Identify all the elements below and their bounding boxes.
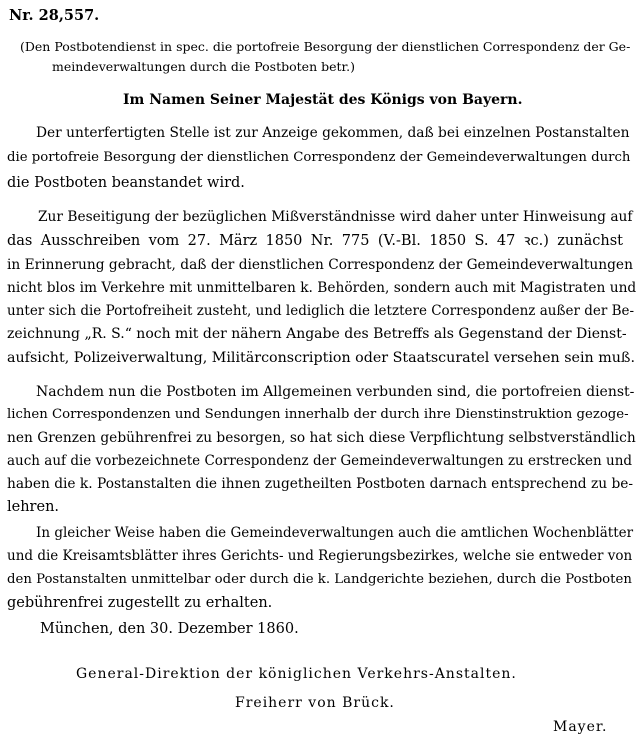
paragraph-3-line-6: lehren. [7, 499, 60, 515]
paragraph-3-line-1: Nachdem nun die Postboten im Allgemeinen verbunden sind, die portofreien dienst- [36, 384, 635, 400]
paragraph-3-line-4: auch auf die vorbezeichnete Correspondenz der Gemeindeverwaltungen zu erstrecken und [7, 453, 633, 469]
paragraph-2-line-1: Zur Beseitigung der bezüglichen Mißverständnisse wird daher unter Hinweisung auf [38, 209, 633, 225]
paragraph-2-line-4: nicht blos im Verkehre mit unmittelbaren k. Behörden, sondern auch mit Magistraten und [7, 280, 637, 296]
paragraph-4-line-1: In gleicher Weise haben die Gemeindeverwaltungen auch die amtlichen Wochenblätter [36, 525, 634, 541]
paragraph-2-line-3: in Erinnerung gebracht, daß der dienstlichen Correspondenz der Gemeindeverwaltungen [7, 257, 633, 273]
paragraph-2-line-6: zeichnung „R. S.“ noch mit der nähern Angabe des Betreffs als Gegenstand der Dienst- [7, 326, 627, 342]
paragraph-4-line-2: und die Kreisamtsblätter ihres Gerichts- und Regierungsbezirkes, welche sie entweder von [7, 548, 633, 564]
paragraph-2-line-5: unter sich die Portofreiheit zusteht, und lediglich die letztere Correspondenz außer der Be- [7, 303, 635, 319]
paragraph-3-line-3: nen Grenzen gebührenfrei zu besorgen, so hat sich diese Verpflichtung selbstverständlich [7, 430, 636, 446]
subject-line-1: (Den Postbotendienst in spec. die portofreie Besorgung der dienstlichen Correspondenz der Ge- [20, 39, 631, 54]
clerk-signature: Mayer. [553, 719, 608, 735]
signatory: Freiherr von Brück. [235, 695, 395, 711]
date-line: München, den 30. Dezember 1860. [40, 621, 299, 637]
paragraph-2-line-2: das Ausschreiben vom 27. März 1850 Nr. 775 (V.-Bl. 1850 S. 47 ꝛc.) zunächst [7, 233, 623, 249]
heading: Im Namen Seiner Majestät des Königs von Bayern. [123, 92, 523, 108]
paragraph-4-line-3: den Postanstalten unmittelbar oder durch die k. Landgerichte beziehen, durch die Postboten [7, 572, 632, 587]
subject-line-2: meindeverwaltungen durch die Postboten betr.) [52, 59, 355, 74]
paragraph-1-line-3: die Postboten beanstandet wird. [7, 175, 245, 191]
issuing-authority: General-Direktion der königlichen Verkehrs-Anstalten. [76, 666, 517, 682]
paragraph-1-line-2: die portofreie Besorgung der dienstlichen Correspondenz der Gemeindeverwaltungen durch [7, 150, 631, 165]
paragraph-3-line-2: lichen Correspondenzen und Sendungen innerhalb der durch ihre Dienstinstruktion gezoge- [7, 407, 629, 422]
paragraph-2-line-7: aufsicht, Polizeiverwaltung, Militärconscription oder Staatscuratel versehen sein muß. [7, 350, 635, 366]
paragraph-4-line-4: gebührenfrei zugestellt zu erhalten. [7, 595, 273, 611]
paragraph-1-line-1: Der unterfertigten Stelle ist zur Anzeige gekommen, daß bei einzelnen Postanstalten [36, 125, 630, 141]
paragraph-3-line-5: haben die k. Postanstalten die ihnen zugetheilten Postboten darnach entsprechend zu be- [7, 476, 634, 492]
document-number: Nr. 28,557. [9, 7, 100, 24]
